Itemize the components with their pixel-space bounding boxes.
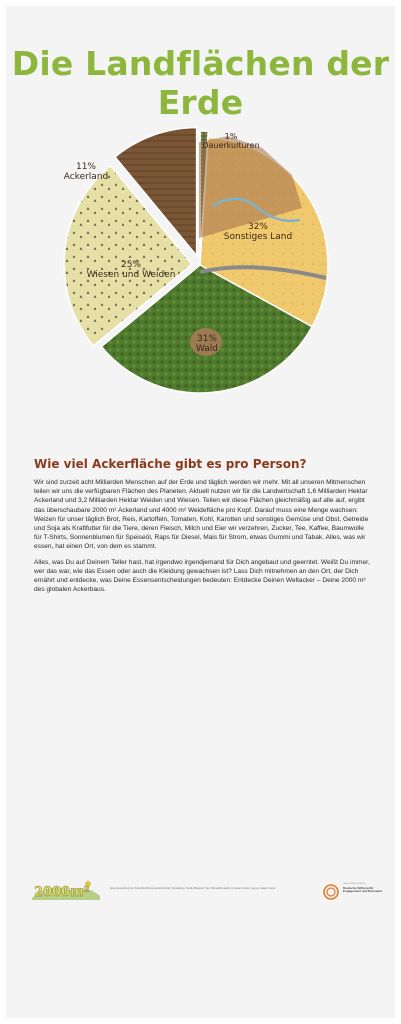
article-body (34, 478, 372, 600)
2000m2-logo-text: 2000m² (34, 885, 90, 900)
article-paragraph-1: Wir sind zurzeit acht Milliarden Menschen auf der Erde und täglich werden wir mehr. Mit all unseren Mitmenschen teilen wir uns die verfügbaren Flächen des Planeten. Aktuell nutzen wir für die Landwirtschaft 1,6 Milliarden Hektar Ackerland und 3,2 Milliarden Hektar Weiden und Wiesen. Teilen wir diese Flächen gleichmäßig auf alle auf, ergibt das überschaubare 2000 m² Ackerland und 4000 m² Weidefläche pro Kopf. Darauf muss eine Menge wachsen: Weizen für unser täglich Brot, Reis, Kartoffeln, Tomaten, Kohl, Karotten und sonstiges Gemüse und Obst, Getreide und Soja als Kraftfutter für die Tiere, deren Fleisch, Milch und Eier wir verzehren, Zucker, Tee, Kaffee, Baumwolle für T-Shirts, Sonnenblumen für Speiseöl, Raps für Diesel, Mais für Strom, etwas Gummi und Tabak. Alles, was wir essen, hat einen Ort, von dem es stammt. (34, 479, 369, 551)
article-paragraph-2: Alles, was Du auf Deinem Teller hast, hat irgendwo irgendjemand für Dich angebaut und geerntet. Weißt Du immer, wer das war, wie das Essen oder auch die Kleidung gewachsen ist? Lass Dich mitnehmen an den Ort, der Dich ernährt und entdecke, was Deine Essensentscheidungen bedeuten: Entdecke Deinen Weltacker – Deine 2000 m² des globalen Ackerbaus. (34, 558, 370, 594)
foundation-text (343, 883, 383, 894)
label-cropland: 11% Ackerland (63, 162, 109, 183)
label-permanent-crops: 1% Dauerkulturen (202, 132, 260, 151)
label-forest: 31% Wald (195, 334, 219, 355)
2000m2-logo (30, 878, 102, 900)
label-other-land: 32% Sonstiges Land (223, 222, 293, 243)
foundation-tag: GEFÖRDERT DURCH (343, 883, 366, 885)
label-meadows: 25% Wiesen und Weiden (86, 260, 176, 281)
article-heading: Wie viel Ackerfläche gibt es pro Person? (34, 457, 307, 471)
footer-credit: Eine Ausstellung der Zukunftsstiftung Landwirtschaft | Gestaltung: Studio Beispiel | Text: Benedikt Haerlin & Jasper Grote | Layout: Jasper Grote (110, 887, 276, 890)
foundation-name: Deutsche Stiftung für Engagement und Ehrenamt (343, 885, 383, 894)
page-title: Die Landflächen der Erde (11, 44, 390, 122)
